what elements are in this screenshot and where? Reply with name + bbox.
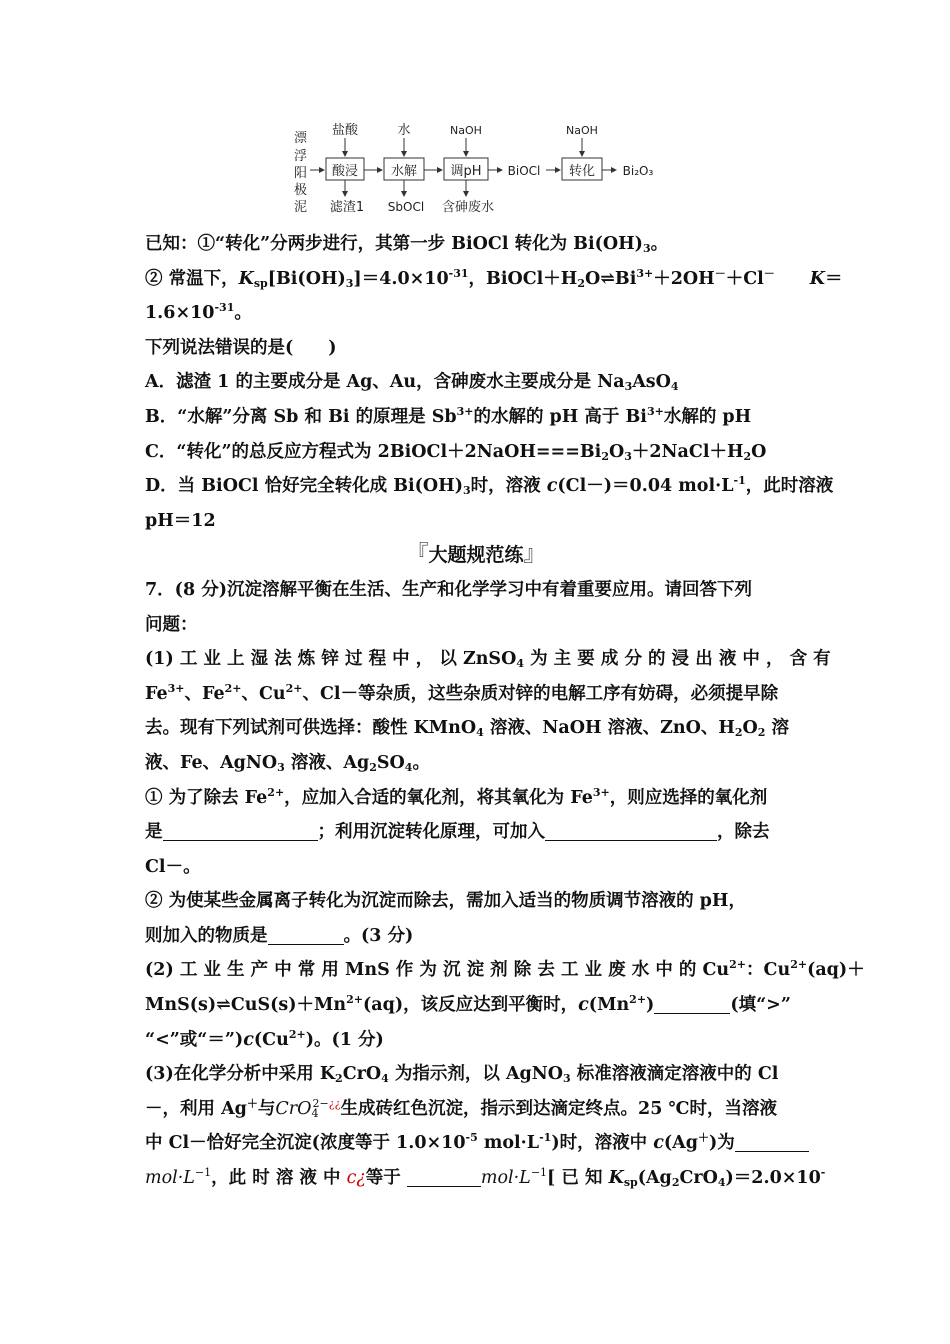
q7-s1-line1: ① 为了除去 $Fe^{2+}$，应加入合适的氧化剂，将其氧化为 $Fe^{3+}$，则应选择的氧化剂 [145,785,768,808]
q7-p1-line1: (1) 工 业 上 湿 法 炼 锌 过 程 中 ， 以 ZnSO$_4$ 为 主 要 成 分 的 浸 出 液 中 ， 含 有 [145,649,831,671]
flow-start-char: 浮 [294,149,308,164]
q7-s2-line1: ② 为使某些金属离子转化为沉淀而除去，需加入适当的物质调节溶液的 pH， [145,891,746,912]
answer-blank-compare[interactable] [654,991,730,1014]
known-line-2: ② 常温下，$K_{sp}[Bi(OH)_3]=4.0\times 10^{-31}$，$BiOCl+H_2O\rightleftharpoons Bi^{3+}+2OH^-+Cl^-$ K＝ [145,266,843,290]
q7-s1-line3: Cl－。 [145,856,201,877]
q7-intro-2: 问题： [145,614,198,635]
process-flowchart [290,120,670,220]
flow-start-char: 极 [294,183,308,198]
known-line-1: 已知：①“转化”分两步进行，其第一步 BiOCl 转化为 $Bi(OH)_3$。 [145,234,669,255]
flow-start-char: 阳 [294,166,308,181]
q7-p2-line2: $MnS(s)\rightleftharpoons CuS(s)+Mn^{2+}(aq)$，该反应达到平衡时，$c(Mn^{2+})$ (填“>” [145,993,791,1016]
option-d: D．当 BiOCl 恰好完全转化成 $Bi(OH)_3$时，溶液 c(Cl－)＝0.04 $mol\cdot L^{-1}$，此时溶液 [145,474,834,498]
flow-input-label: 盐酸 [331,123,359,138]
flow-start-char: 泥 [294,200,308,215]
flow-mid-product: BiOCl [507,164,541,178]
answer-blank-cro4-conc[interactable] [407,1164,481,1187]
q7-p1-line2: $Fe^{3+}$、$Fe^{2+}$、$Cu^{2+}$、Cl－等杂质，这些杂质对锌的电解工序有妨碍，必须提早除 [145,681,779,704]
option-b: B．“水解”分离 Sb 和 Bi 的原理是 $Sb^{3+}$的水解的 pH 高于 $Bi^{3+}$水解的 pH [145,404,752,427]
section-title [145,538,807,573]
flow-box-label: 水解 [390,164,418,179]
q7-p1-line3: 去。现有下列试剂可供选择：酸性 KMnO$_4$ 溶液、NaOH 溶液、ZnO、$H_2O_2$ 溶 [145,718,790,740]
answer-blank-ag-conc[interactable] [735,1129,809,1152]
flow-box-label: 酸浸 [331,164,359,179]
q7-p2-line3: “<”或“$=”)c(Cu^{2+})$。(1 分) [145,1027,384,1050]
q7-p3-line3: 中 Cl－恰好完全沉淀(浓度等于 $1.0\times 10^{-5}$ $mol\cdot L^{-1}$)时，溶液中 c(Ag＋)为 [145,1126,807,1161]
q7-p1-line4: 液、Fe、AgNO$_3$ 溶液、$Ag_2SO_4$。 [145,752,430,774]
flow-start-char: 漂 [294,131,308,146]
q7-s1-line2: 是 ；利用沉淀转化原理，可加入 ，除去 [145,815,807,850]
q7-p3-line2: －，利用 Ag＋与CrO$_4^{2-¿¿}$生成砖红色沉淀，指示到达滴定终点。25 ℃时，当溶液 [145,1096,777,1120]
q7-p3-line1: (3)在化学分析中采用 $K_2CrO_4$ 为指示剂，以 AgNO$_3$ 标准溶液滴定溶液中的 Cl [145,1064,779,1086]
flow-input-label: NaOH [450,124,482,137]
flow-input-label: NaOH [566,124,598,137]
option-c: C．“转化”的总反应方程式为 $2BiOCl+2NaOH===Bi_2O_3+2NaCl+H_2O$ [145,441,767,463]
question-stem: 下列说法错误的是( ) [145,337,337,358]
answer-blank-oxidizer[interactable] [163,818,318,841]
flow-end-product: Bi₂O₃ [622,164,654,178]
bracket-right: 』 [523,542,546,568]
section-title-text: 大题规范练 [428,544,524,567]
flow-box-label: 转化 [568,164,596,179]
q7-p2-line1: (2) 工 业 生 产 中 常 用 MnS 作 为 沉 淀 剂 除 去 工 业 废 水 中 的 $Cu^{2+}$：$Cu^{2+}(aq)+$ [145,958,865,981]
answer-blank-ph-reagent[interactable] [268,922,344,945]
flow-box-label: 调pH [450,164,482,179]
option-d-cont: pH＝12 [145,510,216,531]
answer-blank-precipitant[interactable] [545,818,717,841]
flow-input-label: 水 [397,123,411,138]
option-a: A．滤渣 1 的主要成分是 Ag、Au，含砷废水主要成分是 $Na_3AsO_4$ [145,372,679,394]
flow-output-label: 滤渣1 [329,200,365,215]
q7-p3-line4: $mol\cdot L^{-1}$，此 时 溶 液 中 c¿等于 $mol\cdot L^{-1}$[ 已 知 $K_{sp}(Ag_2CrO_4)=2.0\times 10^-$ [145,1166,826,1190]
flow-output-label: 含砷废水 [441,200,495,215]
flow-output-label: SbOCl [387,200,425,214]
q7-intro-1: 7．(8 分)沉淀溶解平衡在生活、生产和化学学习中有着重要应用。请回答下列 [145,579,753,600]
known-line-3: $1.6\times 10^{-31}$。 [145,301,252,324]
bracket-left: 『 [406,542,429,568]
question-content [145,227,865,1196]
q7-s2-line2: 则加入的物质是 。(3 分) [145,919,807,954]
